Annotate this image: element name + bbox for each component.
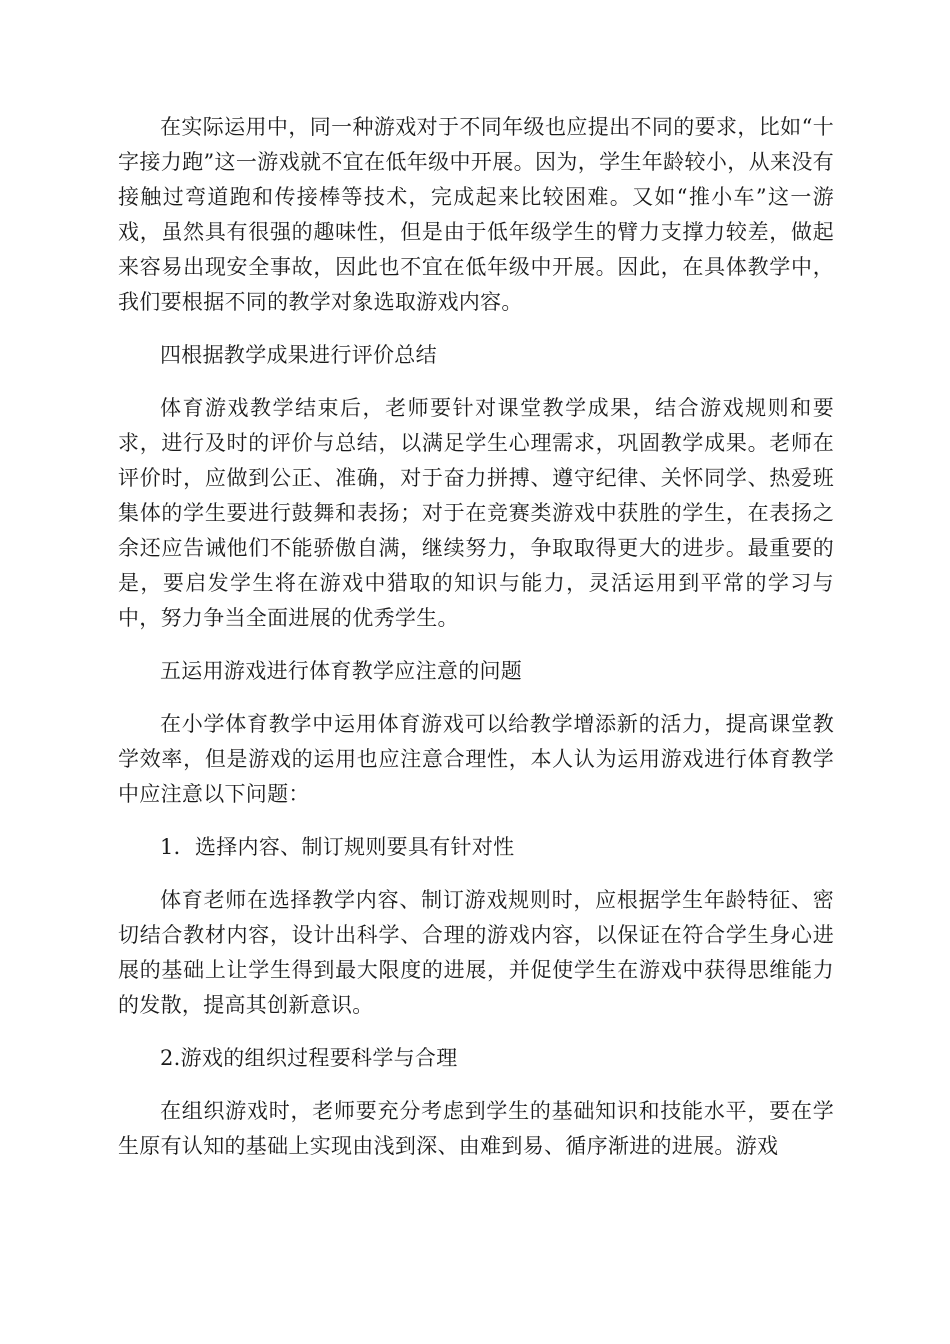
spacer (118, 1076, 834, 1094)
spacer (118, 865, 834, 883)
paragraph-game-by-grade: 在实际运用中，同一种游戏对于不同年级也应提出不同的要求，比如“十字接力跑”这一游戏就不宜在低年级中开展。因为，学生年龄较小，从来没有接触过弯道跑和传接棒等技术，完成起来比较困难。又如“推小车”这一游戏，虽然具有很强的趣味性，但是由于低年级学生的臂力支撑力较差，做起来容易出现安全事故，因此也不宜在低年级中开展。因此，在具体教学中，我们要根据不同的教学对象选取游戏内容。 (118, 115, 834, 314)
spacer (118, 373, 834, 391)
section-heading-5: 五运用游戏进行体育教学应注意的问题 (160, 659, 523, 683)
spacer (118, 1023, 834, 1041)
paragraph-content-selection: 体育老师在选择教学内容、制订游戏规则时，应根据学生年龄特征、密切结合教材内容，设计出科学、合理的游戏内容，以保证在符合学生身心进展的基础上让学生得到最大限度的进展，并促使学生在游戏中获得思维能力的发散，提高其创新意识。 (118, 888, 834, 1017)
paragraph-organization: 在组织游戏时，老师要充分考虑到学生的基础知识和技能水平，要在学生原有认知的基础上实现由浅到深、由难到易、循序渐进的进展。游戏 (118, 1099, 834, 1158)
spacer (118, 812, 834, 830)
spacer (118, 689, 834, 707)
spacer (118, 636, 834, 654)
section-heading-4: 四根据教学成果进行评价总结 (160, 343, 437, 367)
paragraph-evaluation: 体育游戏教学结束后，老师要针对课堂教学成果，结合游戏规则和要求，进行及时的评价与总结，以满足学生心理需求，巩固教学成果。老师在评价时，应做到公正、准确，对于奋力拼搏、遵守纪律、关怀同学、热爱班集体的学生要进行鼓舞和表扬；对于在竞赛类游戏中获胜的学生，在表扬之余还应告诫他们不能骄傲自满，继续努力，争取取得更大的进步。最重要的是，要启发学生将在游戏中猎取的知识与能力，灵活运用到平常的学习与中，努力争当全面进展的优秀学生。 (118, 396, 834, 630)
subheading-2: 2.游戏的组织过程要科学与合理 (160, 1046, 458, 1070)
document-page (118, 110, 834, 1164)
paragraph-notes-intro: 在小学体育教学中运用体育游戏可以给教学增添新的活力，提高课堂教学效率，但是游戏的运用也应注意合理性，本人认为运用游戏进行体育教学中应注意以下问题： (118, 712, 834, 806)
subheading-1: 1．选择内容、制订规则要具有针对性 (160, 835, 515, 859)
spacer (118, 320, 834, 338)
